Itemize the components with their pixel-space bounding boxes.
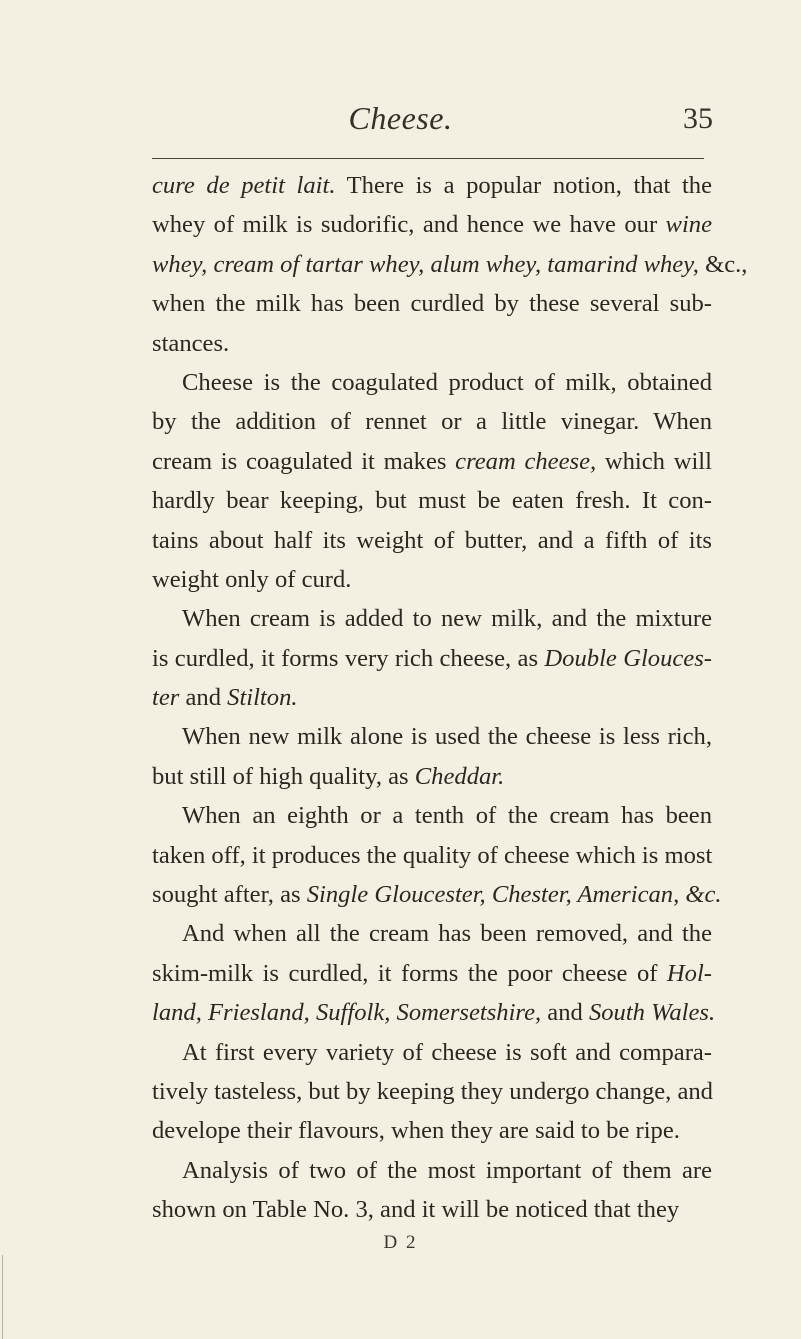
text-line <box>152 1151 712 1190</box>
italic-text: ter <box>152 684 180 712</box>
text-line <box>152 481 712 520</box>
text-line <box>152 402 712 441</box>
text-line <box>152 954 712 993</box>
text-run: &c., <box>698 250 748 278</box>
text-line <box>152 599 712 638</box>
text-line <box>152 678 712 717</box>
text-run: stances. <box>152 329 230 357</box>
header-rule <box>152 158 704 159</box>
text-run: When an eighth or a tenth of the cream has been <box>182 802 712 830</box>
text-line <box>152 639 712 678</box>
text-line <box>152 1190 712 1229</box>
text-run: sought after, as <box>152 881 307 909</box>
text-run: cream is coagulated it makes <box>152 447 456 475</box>
text-run: is curdled, it forms very rich cheese, as <box>152 644 545 672</box>
running-head <box>0 90 801 150</box>
text-run: tively tasteless, but by keeping they undergo change, and <box>152 1077 713 1105</box>
text-line <box>152 836 712 875</box>
text-run: and <box>179 684 228 712</box>
italic-text: Stilton. <box>227 684 298 712</box>
running-title: Cheese. <box>348 100 453 136</box>
text-run: shown on Table No. 3, and it will be noticed that they <box>152 1196 680 1224</box>
text-run: weight only of curd. <box>152 565 352 593</box>
text-run: whey of milk is sudorific, and hence we have our <box>152 211 666 239</box>
italic-text: South Wales. <box>588 999 716 1027</box>
text-run: when the milk has been curdled by these several sub- <box>152 290 712 318</box>
italic-text: cream cheese, <box>455 447 597 475</box>
page-edge-mark <box>2 1255 13 1339</box>
text-line <box>152 521 712 560</box>
text-line <box>152 875 722 914</box>
text-run: And when all the cream has been removed, and the <box>182 920 712 948</box>
text-run: and <box>541 999 589 1027</box>
text-line <box>152 245 748 284</box>
italic-text: Cheddar. <box>414 762 505 790</box>
text-run: Cheese is the coagulated product of milk, obtained <box>182 368 712 396</box>
text-line <box>152 363 712 402</box>
italic-text: Hol- <box>666 959 712 987</box>
body-text <box>152 166 748 1230</box>
text-run: Analysis of two of the most important of them are <box>182 1156 712 1184</box>
text-run: hardly bear keeping, but must be eaten fresh. It con- <box>152 487 712 515</box>
text-run: tains about half its weight of butter, and a fifth of its <box>152 526 712 554</box>
text-line <box>152 1111 712 1150</box>
text-line <box>152 796 712 835</box>
page-number: 35 <box>683 102 713 135</box>
signature-mark: D 2 <box>383 1232 418 1253</box>
italic-text: land, Friesland, Suffolk, Somersetshire, <box>152 999 542 1027</box>
text-line <box>152 914 712 953</box>
italic-text: Single Gloucester, Chester, American, &c. <box>306 881 722 909</box>
text-line <box>152 1033 712 1072</box>
text-run: taken off, it produces the quality of cheese which is most <box>152 841 713 869</box>
text-line <box>152 1072 712 1111</box>
italic-text: whey, cream of tartar whey, alum whey, tamarind whey, <box>152 250 699 278</box>
text-line <box>152 284 712 323</box>
text-run: but still of high quality, as <box>152 762 415 790</box>
text-run: develope their flavours, when they are said to be ripe. <box>152 1117 680 1145</box>
text-run: which will <box>596 447 712 475</box>
text-line <box>152 205 712 244</box>
italic-text: Double Glouces- <box>544 644 712 672</box>
text-run: by the addition of rennet or a little vinegar. When <box>152 408 712 436</box>
text-line <box>152 993 716 1032</box>
text-run: When new milk alone is used the cheese is less rich, <box>182 723 712 751</box>
text-line <box>152 560 712 599</box>
text-line <box>152 324 712 363</box>
text-run: When cream is added to new milk, and the mixture <box>182 605 712 633</box>
text-run: At first every variety of cheese is soft and compara- <box>182 1038 712 1066</box>
text-line <box>152 166 712 205</box>
italic-text: wine <box>665 211 712 239</box>
text-run: skim-milk is curdled, it forms the poor cheese of <box>152 959 667 987</box>
text-line <box>152 717 712 756</box>
text-run: There is a popular notion, that the <box>335 172 712 199</box>
text-line <box>152 757 712 796</box>
text-line <box>152 442 712 481</box>
italic-text: cure de petit lait. <box>152 172 336 199</box>
